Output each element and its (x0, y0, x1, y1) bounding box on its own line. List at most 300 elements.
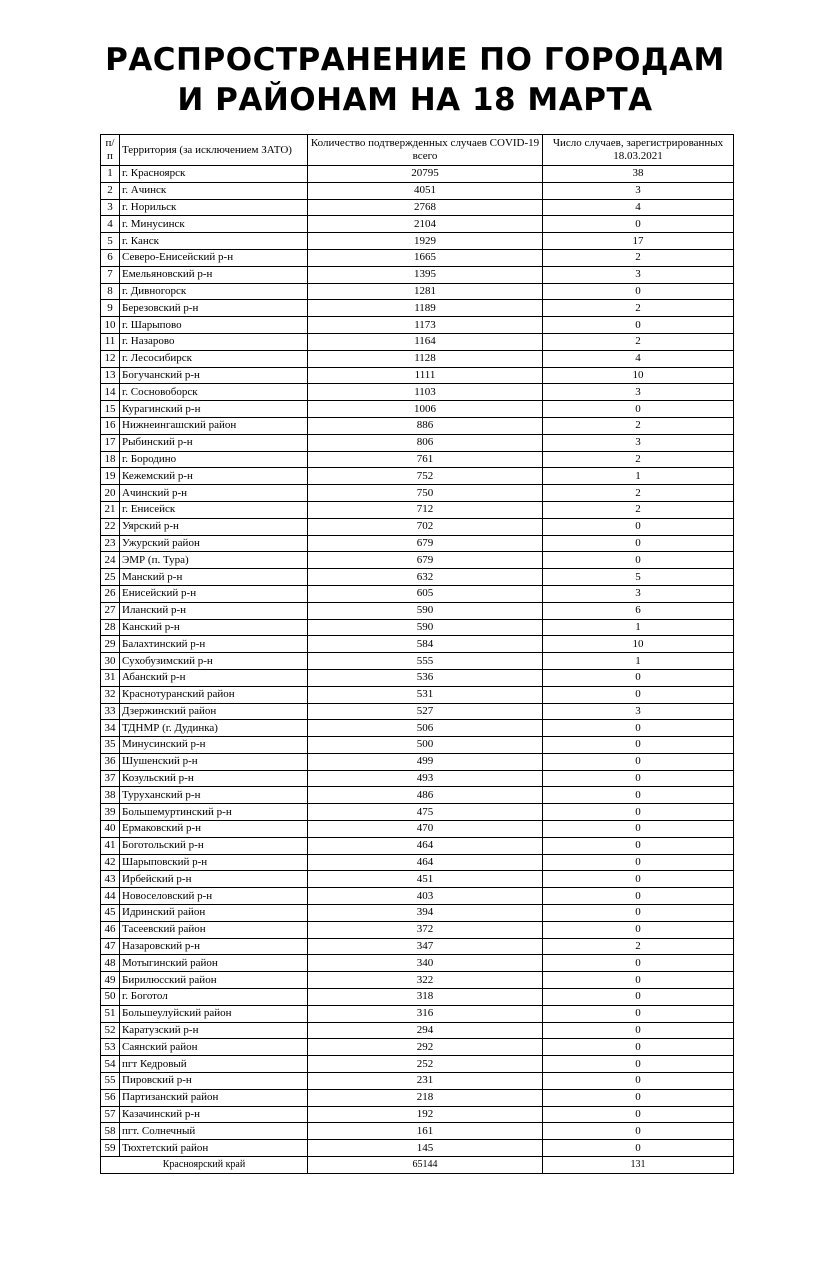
table-row (101, 737, 734, 754)
row-number: 52 (101, 1022, 120, 1039)
row-number: 43 (101, 871, 120, 888)
row-new-cases: 0 (543, 1123, 734, 1140)
row-total-cases: 584 (308, 636, 543, 653)
row-number: 40 (101, 821, 120, 838)
row-number: 46 (101, 921, 120, 938)
row-new-cases: 0 (543, 821, 734, 838)
row-new-cases: 4 (543, 199, 734, 216)
row-total-cases: 403 (308, 888, 543, 905)
table-row (101, 686, 734, 703)
row-new-cases: 1 (543, 653, 734, 670)
row-territory: Пировский р-н (120, 1073, 308, 1090)
row-new-cases: 3 (543, 703, 734, 720)
row-total-cases: 506 (308, 720, 543, 737)
row-territory: Назаровский р-н (120, 938, 308, 955)
table-row (101, 199, 734, 216)
row-new-cases: 0 (543, 1089, 734, 1106)
table-row (101, 1073, 734, 1090)
table-row (101, 350, 734, 367)
row-number: 59 (101, 1140, 120, 1157)
covid-cases-table (100, 134, 734, 1174)
row-new-cases: 0 (543, 552, 734, 569)
row-new-cases: 0 (543, 283, 734, 300)
row-territory: Казачинский р-н (120, 1106, 308, 1123)
row-new-cases: 1 (543, 468, 734, 485)
total-new: 131 (543, 1157, 734, 1174)
table-row (101, 468, 734, 485)
row-total-cases: 1164 (308, 333, 543, 350)
row-total-cases: 1128 (308, 350, 543, 367)
row-number: 47 (101, 938, 120, 955)
row-territory: Новоселовский р-н (120, 888, 308, 905)
row-number: 34 (101, 720, 120, 737)
table-row (101, 283, 734, 300)
row-number: 25 (101, 569, 120, 586)
row-total-cases: 761 (308, 451, 543, 468)
row-territory: Краснотуранский район (120, 686, 308, 703)
page-title (0, 40, 830, 120)
row-number: 6 (101, 249, 120, 266)
row-number: 51 (101, 1005, 120, 1022)
table-row (101, 166, 734, 183)
row-number: 33 (101, 703, 120, 720)
row-territory: Большеулуйский район (120, 1005, 308, 1022)
row-total-cases: 318 (308, 989, 543, 1006)
row-new-cases: 0 (543, 905, 734, 922)
table-row (101, 804, 734, 821)
row-new-cases: 0 (543, 1140, 734, 1157)
row-new-cases: 0 (543, 686, 734, 703)
row-territory: Абанский р-н (120, 669, 308, 686)
row-territory: Мотыгинский район (120, 955, 308, 972)
table-row (101, 955, 734, 972)
table-row (101, 753, 734, 770)
row-total-cases: 470 (308, 821, 543, 838)
row-territory: Емельяновский р-н (120, 266, 308, 283)
row-territory: Манский р-н (120, 569, 308, 586)
table-row (101, 233, 734, 250)
table-body (101, 166, 734, 1157)
row-territory: г. Минусинск (120, 216, 308, 233)
row-number: 3 (101, 199, 120, 216)
table-row (101, 333, 734, 350)
row-territory: г. Канск (120, 233, 308, 250)
row-number: 18 (101, 451, 120, 468)
row-total-cases: 145 (308, 1140, 543, 1157)
row-number: 7 (101, 266, 120, 283)
row-number: 12 (101, 350, 120, 367)
row-territory: г. Бородино (120, 451, 308, 468)
row-total-cases: 750 (308, 485, 543, 502)
row-number: 8 (101, 283, 120, 300)
table-row (101, 770, 734, 787)
row-number: 28 (101, 619, 120, 636)
row-total-cases: 322 (308, 972, 543, 989)
row-number: 23 (101, 535, 120, 552)
row-total-cases: 394 (308, 905, 543, 922)
row-new-cases: 2 (543, 485, 734, 502)
row-territory: Ермаковский р-н (120, 821, 308, 838)
row-territory: Богучанский р-н (120, 367, 308, 384)
row-new-cases: 2 (543, 417, 734, 434)
table-row (101, 501, 734, 518)
row-new-cases: 0 (543, 216, 734, 233)
row-new-cases: 0 (543, 854, 734, 871)
title-line-1: РАСПРОСТРАНЕНИЕ ПО ГОРОДАМ (105, 42, 725, 78)
row-total-cases: 1665 (308, 249, 543, 266)
row-territory: Сухобузимский р-н (120, 653, 308, 670)
row-new-cases: 0 (543, 737, 734, 754)
row-number: 19 (101, 468, 120, 485)
table-row (101, 972, 734, 989)
row-number: 30 (101, 653, 120, 670)
row-total-cases: 493 (308, 770, 543, 787)
header-new: Число случаев, зарегистрированных 18.03.2021 (543, 135, 734, 166)
table-row (101, 1005, 734, 1022)
table-row (101, 518, 734, 535)
row-territory: Туруханский р-н (120, 787, 308, 804)
row-total-cases: 679 (308, 535, 543, 552)
row-territory: Балахтинский р-н (120, 636, 308, 653)
row-total-cases: 590 (308, 619, 543, 636)
table-row (101, 837, 734, 854)
row-number: 20 (101, 485, 120, 502)
row-total-cases: 806 (308, 434, 543, 451)
row-territory: Большемуртинский р-н (120, 804, 308, 821)
row-territory: Шушенский р-н (120, 753, 308, 770)
row-territory: Северо-Енисейский р-н (120, 249, 308, 266)
row-new-cases: 0 (543, 888, 734, 905)
row-territory: Боготольский р-н (120, 837, 308, 854)
row-territory: Рыбинский р-н (120, 434, 308, 451)
row-new-cases: 0 (543, 1106, 734, 1123)
row-number: 10 (101, 317, 120, 334)
table-row (101, 552, 734, 569)
row-number: 2 (101, 182, 120, 199)
row-total-cases: 464 (308, 837, 543, 854)
row-territory: Идринский район (120, 905, 308, 922)
row-new-cases: 0 (543, 804, 734, 821)
table-row (101, 669, 734, 686)
table-row (101, 905, 734, 922)
row-total-cases: 632 (308, 569, 543, 586)
row-new-cases: 0 (543, 535, 734, 552)
row-total-cases: 292 (308, 1039, 543, 1056)
row-total-cases: 1189 (308, 300, 543, 317)
row-number: 16 (101, 417, 120, 434)
row-territory: Саянский район (120, 1039, 308, 1056)
row-new-cases: 3 (543, 434, 734, 451)
row-territory: Енисейский р-н (120, 585, 308, 602)
row-total-cases: 2768 (308, 199, 543, 216)
row-total-cases: 531 (308, 686, 543, 703)
header-total: Количество подтвержденных случаев COVID-19 всего (308, 135, 543, 166)
row-total-cases: 886 (308, 417, 543, 434)
row-new-cases: 0 (543, 317, 734, 334)
row-territory: пгт Кедровый (120, 1056, 308, 1073)
row-number: 56 (101, 1089, 120, 1106)
table-row (101, 1089, 734, 1106)
row-total-cases: 702 (308, 518, 543, 535)
row-new-cases: 2 (543, 501, 734, 518)
table-row (101, 921, 734, 938)
table-row (101, 434, 734, 451)
row-territory: Тюхтетский район (120, 1140, 308, 1157)
total-cases: 65144 (308, 1157, 543, 1174)
row-number: 5 (101, 233, 120, 250)
row-new-cases: 10 (543, 367, 734, 384)
row-total-cases: 1281 (308, 283, 543, 300)
row-number: 44 (101, 888, 120, 905)
row-total-cases: 1103 (308, 384, 543, 401)
row-territory: Минусинский р-н (120, 737, 308, 754)
table-row (101, 787, 734, 804)
row-total-cases: 20795 (308, 166, 543, 183)
row-total-cases: 294 (308, 1022, 543, 1039)
table-row (101, 1056, 734, 1073)
row-territory: Козульский р-н (120, 770, 308, 787)
row-new-cases: 0 (543, 770, 734, 787)
row-new-cases: 0 (543, 669, 734, 686)
title-line-2: И РАЙОНАМ НА 18 МАРТА (177, 82, 653, 118)
row-number: 37 (101, 770, 120, 787)
row-territory: г. Дивногорск (120, 283, 308, 300)
row-number: 42 (101, 854, 120, 871)
row-number: 50 (101, 989, 120, 1006)
row-total-cases: 231 (308, 1073, 543, 1090)
row-territory: г. Лесосибирск (120, 350, 308, 367)
row-territory: Дзержинский район (120, 703, 308, 720)
row-new-cases: 0 (543, 518, 734, 535)
row-new-cases: 17 (543, 233, 734, 250)
row-territory: г. Енисейск (120, 501, 308, 518)
row-number: 24 (101, 552, 120, 569)
row-territory: ТДНМР (г. Дудинка) (120, 720, 308, 737)
table-row (101, 1022, 734, 1039)
row-number: 31 (101, 669, 120, 686)
row-total-cases: 752 (308, 468, 543, 485)
row-total-cases: 555 (308, 653, 543, 670)
table-row (101, 535, 734, 552)
table-row (101, 1140, 734, 1157)
row-number: 22 (101, 518, 120, 535)
table-row (101, 871, 734, 888)
row-number: 27 (101, 602, 120, 619)
row-territory: Нижнеингашский район (120, 417, 308, 434)
row-territory: Каратузский р-н (120, 1022, 308, 1039)
row-new-cases: 0 (543, 1056, 734, 1073)
row-new-cases: 1 (543, 619, 734, 636)
table-row (101, 703, 734, 720)
row-new-cases: 0 (543, 1005, 734, 1022)
row-number: 54 (101, 1056, 120, 1073)
row-number: 41 (101, 837, 120, 854)
table-row (101, 1106, 734, 1123)
header-territory: Территория (за исключением ЗАТО) (120, 135, 308, 166)
row-number: 14 (101, 384, 120, 401)
row-new-cases: 0 (543, 753, 734, 770)
row-total-cases: 605 (308, 585, 543, 602)
row-total-cases: 372 (308, 921, 543, 938)
row-total-cases: 218 (308, 1089, 543, 1106)
row-territory: г. Красноярск (120, 166, 308, 183)
row-total-cases: 1929 (308, 233, 543, 250)
row-total-cases: 347 (308, 938, 543, 955)
row-number: 26 (101, 585, 120, 602)
table-row (101, 1039, 734, 1056)
row-number: 13 (101, 367, 120, 384)
table-row (101, 888, 734, 905)
row-total-cases: 464 (308, 854, 543, 871)
row-territory: Шарыповский р-н (120, 854, 308, 871)
row-territory: Иланский р-н (120, 602, 308, 619)
row-new-cases: 0 (543, 1039, 734, 1056)
row-territory: г. Боготол (120, 989, 308, 1006)
total-row (101, 1157, 734, 1174)
row-number: 1 (101, 166, 120, 183)
row-total-cases: 252 (308, 1056, 543, 1073)
row-new-cases: 2 (543, 938, 734, 955)
row-total-cases: 4051 (308, 182, 543, 199)
row-new-cases: 5 (543, 569, 734, 586)
table-row (101, 569, 734, 586)
row-new-cases: 3 (543, 585, 734, 602)
row-number: 38 (101, 787, 120, 804)
total-label: Красноярский край (101, 1157, 308, 1174)
row-territory: Ирбейский р-н (120, 871, 308, 888)
table-row (101, 384, 734, 401)
row-total-cases: 500 (308, 737, 543, 754)
row-number: 4 (101, 216, 120, 233)
row-new-cases: 3 (543, 182, 734, 199)
table-row (101, 653, 734, 670)
row-number: 35 (101, 737, 120, 754)
row-territory: Ачинский р-н (120, 485, 308, 502)
row-new-cases: 0 (543, 871, 734, 888)
row-total-cases: 475 (308, 804, 543, 821)
row-new-cases: 2 (543, 300, 734, 317)
row-total-cases: 316 (308, 1005, 543, 1022)
row-total-cases: 451 (308, 871, 543, 888)
table-row (101, 249, 734, 266)
row-new-cases: 0 (543, 1022, 734, 1039)
table-row (101, 300, 734, 317)
table-row (101, 485, 734, 502)
row-number: 36 (101, 753, 120, 770)
row-new-cases: 0 (543, 921, 734, 938)
row-total-cases: 1006 (308, 401, 543, 418)
table-row (101, 938, 734, 955)
row-total-cases: 161 (308, 1123, 543, 1140)
row-territory: Канский р-н (120, 619, 308, 636)
row-territory: Курагинский р-н (120, 401, 308, 418)
row-number: 21 (101, 501, 120, 518)
row-new-cases: 4 (543, 350, 734, 367)
row-number: 48 (101, 955, 120, 972)
table-row (101, 585, 734, 602)
row-number: 11 (101, 333, 120, 350)
table-row (101, 417, 734, 434)
row-territory: пгт. Солнечный (120, 1123, 308, 1140)
row-total-cases: 499 (308, 753, 543, 770)
row-territory: Партизанский район (120, 1089, 308, 1106)
row-number: 29 (101, 636, 120, 653)
row-new-cases: 38 (543, 166, 734, 183)
row-new-cases: 3 (543, 384, 734, 401)
row-territory: Уярский р-н (120, 518, 308, 535)
row-new-cases: 0 (543, 401, 734, 418)
row-territory: г. Сосновоборск (120, 384, 308, 401)
row-number: 58 (101, 1123, 120, 1140)
row-territory: г. Норильск (120, 199, 308, 216)
row-new-cases: 0 (543, 1073, 734, 1090)
row-territory: г. Ачинск (120, 182, 308, 199)
row-new-cases: 2 (543, 451, 734, 468)
row-number: 39 (101, 804, 120, 821)
row-new-cases: 0 (543, 955, 734, 972)
table-row (101, 602, 734, 619)
row-territory: Березовский р-н (120, 300, 308, 317)
row-total-cases: 1395 (308, 266, 543, 283)
table-row (101, 854, 734, 871)
table-row (101, 989, 734, 1006)
table-row (101, 317, 734, 334)
row-new-cases: 0 (543, 720, 734, 737)
row-new-cases: 2 (543, 249, 734, 266)
row-number: 32 (101, 686, 120, 703)
row-territory: Ужурский район (120, 535, 308, 552)
row-new-cases: 10 (543, 636, 734, 653)
row-number: 53 (101, 1039, 120, 1056)
row-new-cases: 0 (543, 989, 734, 1006)
header-num: п/п (101, 135, 120, 166)
row-number: 17 (101, 434, 120, 451)
row-new-cases: 2 (543, 333, 734, 350)
row-new-cases: 0 (543, 837, 734, 854)
row-territory: г. Шарыпово (120, 317, 308, 334)
row-total-cases: 192 (308, 1106, 543, 1123)
row-total-cases: 679 (308, 552, 543, 569)
row-total-cases: 712 (308, 501, 543, 518)
row-territory: г. Назарово (120, 333, 308, 350)
table-row (101, 1123, 734, 1140)
row-number: 49 (101, 972, 120, 989)
row-number: 45 (101, 905, 120, 922)
row-new-cases: 0 (543, 787, 734, 804)
table-row (101, 401, 734, 418)
row-number: 57 (101, 1106, 120, 1123)
table-row (101, 367, 734, 384)
row-total-cases: 1111 (308, 367, 543, 384)
table-row (101, 266, 734, 283)
row-territory: ЭМР (п. Тура) (120, 552, 308, 569)
row-number: 15 (101, 401, 120, 418)
row-total-cases: 527 (308, 703, 543, 720)
row-total-cases: 536 (308, 669, 543, 686)
table-header-row (101, 135, 734, 166)
row-number: 9 (101, 300, 120, 317)
row-number: 55 (101, 1073, 120, 1090)
row-total-cases: 486 (308, 787, 543, 804)
row-territory: Тасеевский район (120, 921, 308, 938)
table-row (101, 619, 734, 636)
row-total-cases: 340 (308, 955, 543, 972)
row-total-cases: 2104 (308, 216, 543, 233)
table-row (101, 216, 734, 233)
row-new-cases: 6 (543, 602, 734, 619)
row-new-cases: 0 (543, 972, 734, 989)
table-row (101, 821, 734, 838)
